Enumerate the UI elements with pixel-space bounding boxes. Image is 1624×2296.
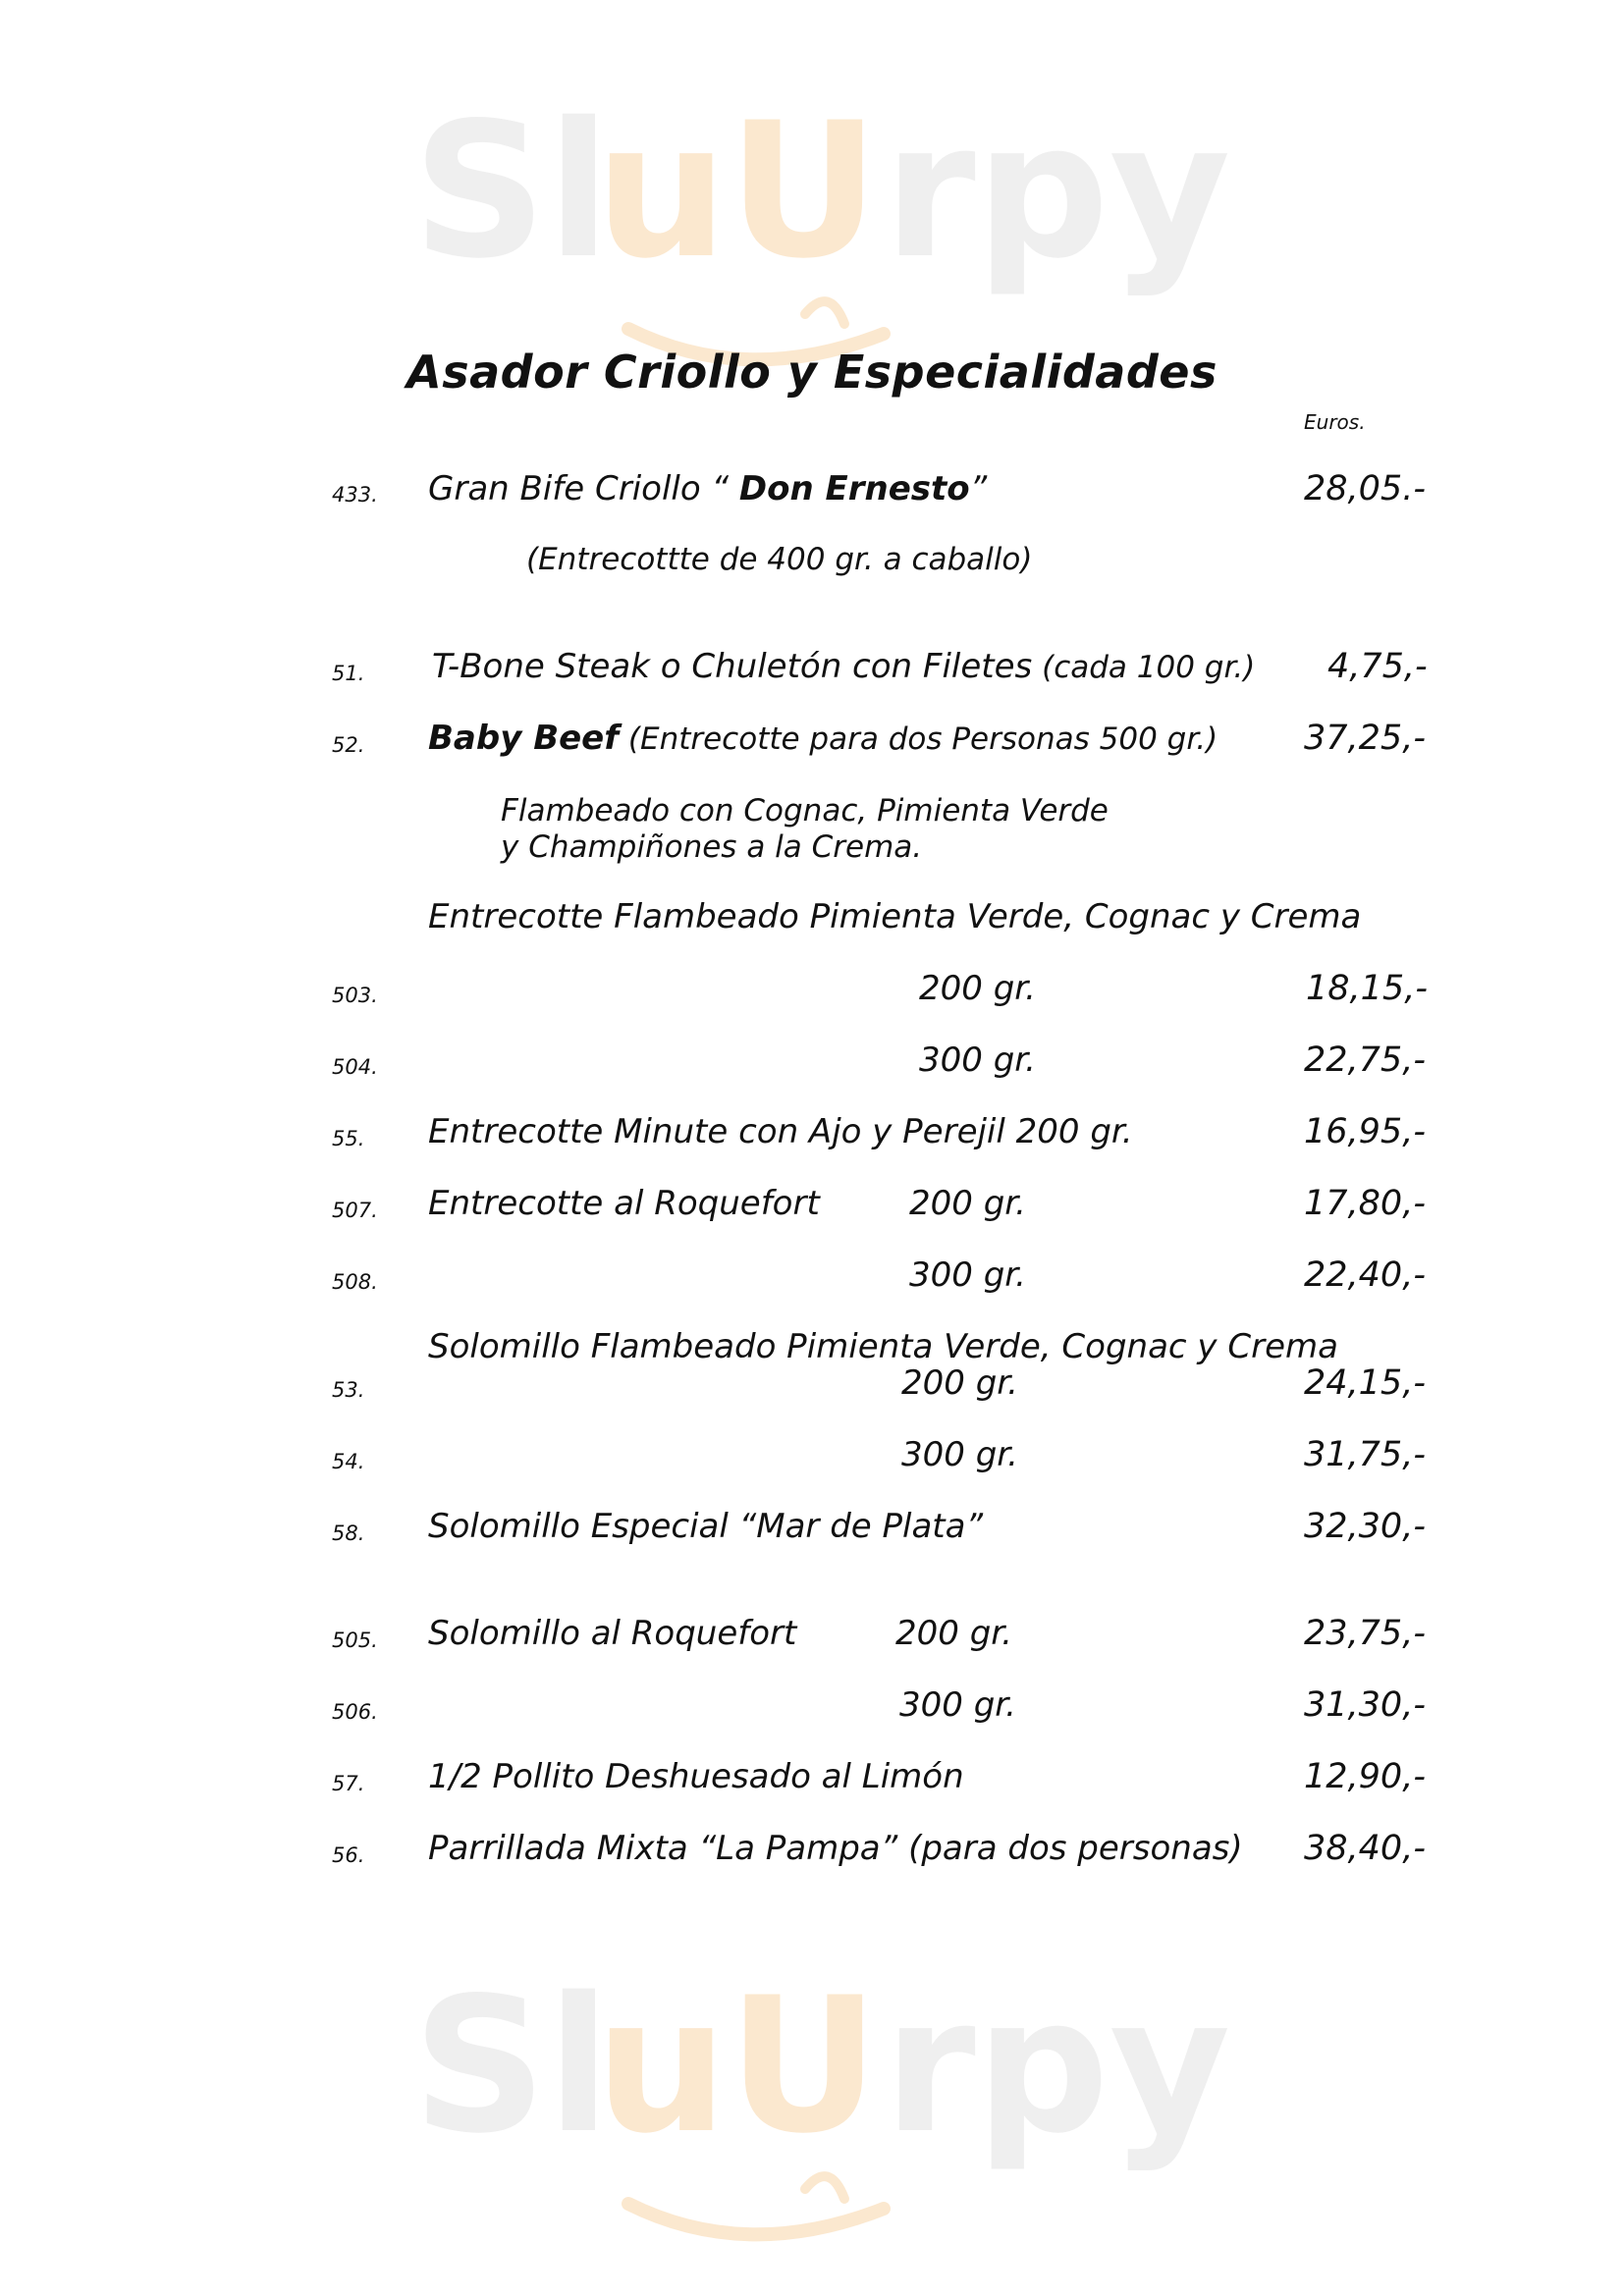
item-price: 16,95,- (1304, 1112, 1426, 1151)
item-price: 28,05.- (1304, 469, 1426, 508)
item-number: 54. (332, 1450, 365, 1473)
item-quantity: 300 gr. (901, 1435, 1018, 1474)
item-price: 12,90,- (1304, 1757, 1426, 1796)
item-number: 55. (332, 1127, 365, 1150)
item-number: 433. (332, 483, 378, 507)
item-quantity: 300 gr. (899, 1685, 1016, 1725)
item-note: y Champiñones a la Crema. (501, 829, 923, 865)
item-price: 22,40,- (1304, 1255, 1426, 1295)
item-price: 32,30,- (1304, 1507, 1426, 1546)
item-price: 38,40,- (1304, 1829, 1426, 1868)
item-number: 508. (332, 1270, 378, 1294)
item-name: Baby Beef (Entrecotte para dos Personas 500 gr.) (428, 719, 1218, 758)
svg-text:Sl: Sl (412, 1957, 611, 2174)
svg-text:uU: uU (595, 1957, 880, 2174)
item-note: (Entrecottte de 400 gr. a caballo) (526, 542, 1033, 577)
item-price: 4,75,- (1327, 647, 1428, 686)
item-price: 18,15,- (1306, 969, 1428, 1008)
item-note: Flambeado con Cognac, Pimienta Verde (501, 793, 1109, 828)
item-name: T-Bone Steak o Chuletón con Filetes (cada 100 gr.) (432, 647, 1256, 686)
item-price: 22,75,- (1304, 1041, 1426, 1080)
section-heading: Entrecotte Flambeado Pimienta Verde, Cognac y Crema (428, 897, 1362, 936)
item-number: 505. (332, 1629, 378, 1652)
item-number: 503. (332, 984, 378, 1007)
item-quantity: 200 gr. (895, 1614, 1012, 1653)
item-name: Solomillo Especial “Mar de Plata” (428, 1507, 984, 1546)
item-name: Solomillo al Roquefort (428, 1614, 797, 1653)
item-name: Entrecotte al Roquefort (428, 1184, 820, 1223)
item-quantity: 200 gr. (901, 1363, 1018, 1403)
item-name: Gran Bife Criollo “ Don Ernesto” (428, 469, 988, 508)
item-number: 56. (332, 1843, 365, 1867)
svg-text:uU: uU (595, 82, 880, 299)
item-number: 504. (332, 1055, 378, 1079)
item-number: 57. (332, 1772, 365, 1795)
item-price: 31,75,- (1304, 1435, 1426, 1474)
item-name: 1/2 Pollito Deshuesado al Limón (428, 1757, 964, 1796)
svg-text:rpy: rpy (884, 82, 1231, 299)
section-heading: Solomillo Flambeado Pimienta Verde, Cognac y Crema (428, 1327, 1338, 1366)
item-number: 58. (332, 1522, 365, 1545)
item-quantity: 300 gr. (909, 1255, 1026, 1295)
svg-text:rpy: rpy (884, 1957, 1231, 2174)
item-number: 51. (332, 662, 365, 685)
item-number: 507. (332, 1199, 378, 1222)
item-number: 52. (332, 733, 365, 757)
item-price: 17,80,- (1304, 1184, 1426, 1223)
item-quantity: 300 gr. (919, 1041, 1036, 1080)
item-number: 506. (332, 1700, 378, 1724)
item-price: 24,15,- (1304, 1363, 1426, 1403)
item-quantity: 200 gr. (909, 1184, 1026, 1223)
item-number: 53. (332, 1378, 365, 1402)
svg-text:Sl: Sl (412, 82, 611, 299)
item-name: Entrecotte Minute con Ajo y Perejil 200 gr. (428, 1112, 1133, 1151)
slurpy-watermark-bottom (0, 1924, 1624, 2277)
item-price: 23,75,- (1304, 1614, 1426, 1653)
item-quantity: 200 gr. (919, 969, 1036, 1008)
currency-label: Euros. (1304, 410, 1366, 434)
item-price: 31,30,- (1304, 1685, 1426, 1725)
item-price: 37,25,- (1304, 719, 1426, 758)
page-title: Asador Criollo y Especialidades (406, 346, 1218, 399)
item-name: Parrillada Mixta “La Pampa” (para dos personas) (428, 1829, 1243, 1868)
